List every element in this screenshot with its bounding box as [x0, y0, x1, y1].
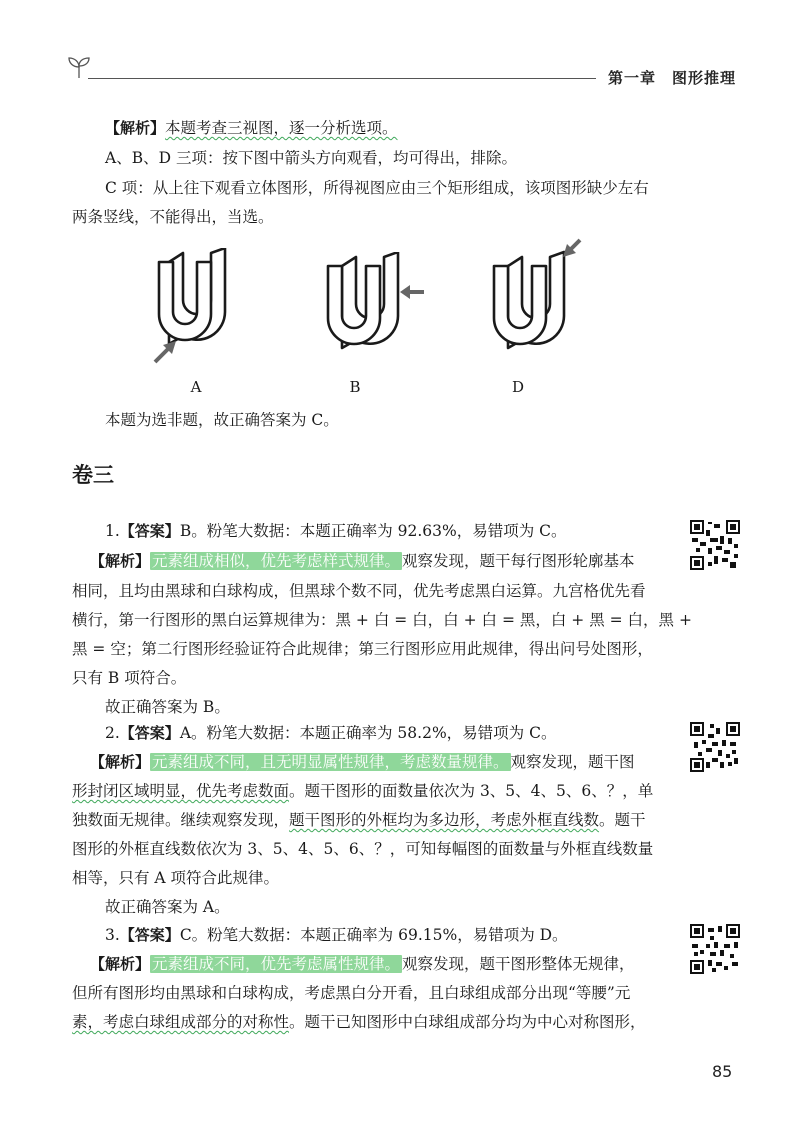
intro-line-4: 两条竖线，不能得出，当选。 [72, 208, 274, 226]
q1-line-3: 横行，第一行图形的黑白运算规律为：黑 + 白 = 白，白 + 白 = 黑，白 + 黑 = 白，黑 + [72, 611, 692, 629]
q1-line-4: 黑 = 空；第二行图形经验证符合此规律；第三行图形应用此规律，得出问号处图形， [72, 640, 653, 658]
q3-analysis-line-1: 【解析】 元素组成不同，优先考虑属性规律。 观察发现，题干图形整体无规律， [90, 955, 635, 973]
q2-line-5: 相等，只有 A 项符合此规律。 [72, 869, 280, 887]
header-rule [88, 78, 596, 79]
answer-tag: 【答案】 [119, 926, 180, 944]
qr-code-icon[interactable] [690, 924, 740, 974]
highlight-text: 元素组成不同，且无明显属性规律，考虑数量规律。 [152, 753, 509, 771]
analysis-tag: 【解析】 [90, 552, 151, 570]
page-number: 85 [712, 1062, 733, 1081]
q1-conclusion: 故正确答案为 B。 [105, 698, 230, 716]
arrow-icon [563, 240, 580, 257]
qr-code-icon[interactable] [690, 722, 740, 772]
u-shape-figure-d [484, 236, 594, 361]
q2-analysis-line-1: 【解析】 元素组成不同，且无明显属性规律，考虑数量规律。 观察发现，题干图 [90, 753, 635, 771]
qr-code-icon[interactable] [690, 520, 740, 570]
analysis-tag: 【解析】 [105, 119, 166, 137]
intro-conclusion: 本题为选非题，故正确答案为 C。 [105, 411, 339, 429]
q2-line-3: 独数面无规律。继续观察发现，题干图形的外框均为多边形，考虑外框直线数。题干 [72, 811, 646, 829]
intro-line-1: 【解析】本题考查三视图，逐一分析选项。 [105, 119, 398, 137]
analysis-tag: 【解析】 [90, 955, 151, 973]
q2-line-2: 形封闭区域明显，优先考虑数面。题干图形的面数量依次为 3、5、4、5、6、？，单 [72, 782, 654, 800]
answer-tag: 【答案】 [119, 522, 180, 540]
figure-label-a: A [190, 378, 202, 396]
chapter-title: 第一章 图形推理 [607, 69, 736, 87]
q3-line-2: 但所有图形均由黑球和白球构成，考虑黑白分开看，且白球组成部分出现“等腰”元 [72, 984, 631, 1002]
u-shape-figure-b [318, 252, 428, 362]
intro-line-2: A、B、D 三项：按下图中箭头方向观看，均可得出，排除。 [105, 149, 517, 167]
answer-tag: 【答案】 [119, 724, 180, 742]
q2-answer-line: 2.【答案】A。粉笔大数据：本题正确率为 58.2%，易错项为 C。 [105, 724, 557, 742]
highlight-text: 元素组成不同，优先考虑属性规律。 [152, 955, 401, 973]
section-title: 卷三 [72, 463, 114, 487]
arrow-icon [155, 341, 176, 362]
q1-line-5: 只有 B 项符合。 [72, 669, 187, 687]
figure-label-d: D [511, 378, 525, 396]
arrow-icon [400, 285, 424, 299]
intro-line-3: C 项：从上往下观看立体图形，所得视图应由三个矩形组成，该项图形缺少左右 [105, 179, 649, 197]
q2-line-4: 图形的外框直线数依次为 3、5、4、5、6、？，可知每幅图的面数量与外框直线数量 [72, 840, 654, 858]
analysis-tag: 【解析】 [90, 753, 151, 771]
q1-line-2: 相同，且均由黑球和白球构成，但黑球个数不同，优先考虑黑白运算。九宫格优先看 [72, 582, 646, 600]
highlight-text: 元素组成相似，优先考虑样式规律。 [152, 552, 401, 570]
q2-conclusion: 故正确答案为 A。 [105, 898, 230, 916]
u-shape-figure-a [145, 248, 245, 373]
q1-analysis-line-1: 【解析】 元素组成相似，优先考虑样式规律。 观察发现，题干每行图形轮廓基本 [90, 552, 635, 570]
q1-answer-line: 1.【答案】B。粉笔大数据：本题正确率为 92.63%，易错项为 C。 [105, 522, 567, 540]
q3-line-3: 素，考虑白球组成部分的对称性。题干已知图形中白球组成部分均为中心对称图形， [72, 1013, 646, 1031]
q3-answer-line: 3.【答案】C。粉笔大数据：本题正确率为 69.15%，易错项为 D。 [105, 926, 568, 944]
figure-label-b: B [349, 378, 361, 396]
